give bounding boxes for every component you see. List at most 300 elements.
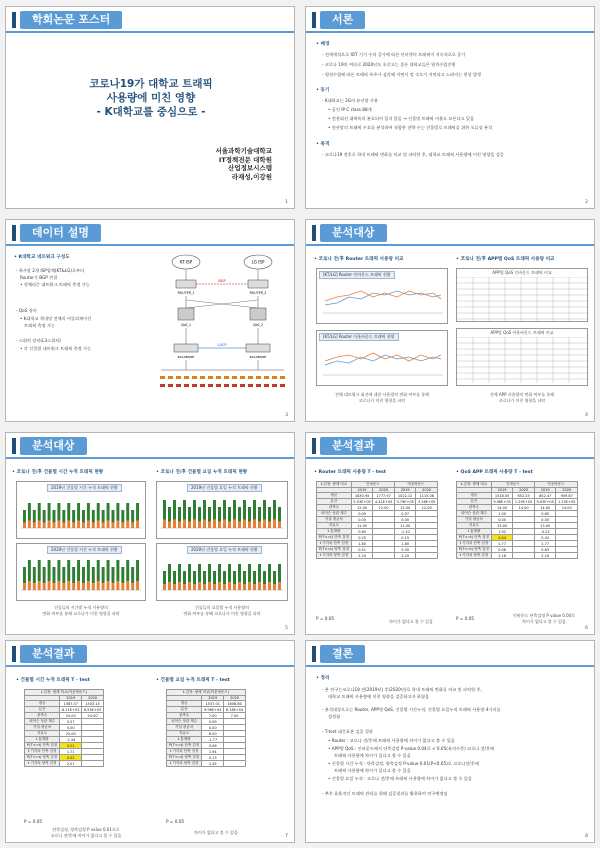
chart-bar [121,510,124,523]
chart-bar [72,583,75,590]
table-cell [513,553,535,559]
table-cell: 11.00 [394,523,416,529]
p-note: P = 0.05 [24,819,43,824]
chart-bar [136,581,139,590]
chart-bar [183,571,186,584]
chart-bar [173,500,176,520]
chart-bar [258,522,261,528]
bullet: - 코로나19 전후로 학내 트래픽 변화를 비교 및 파악한 후, 대학교 트래픽 사용량에 미친 영향을 검증 [322,152,504,157]
chart-bar [208,582,211,590]
table-cell: 1.94 [202,749,224,755]
chart-bar [53,510,56,523]
chart-bar [116,560,119,581]
chart-bar [121,523,124,528]
table-cell: P(T<=t) 양측 검정 [317,547,352,553]
table-cell: 2020 [82,696,104,701]
chart-bar [178,507,181,522]
chart-bar [183,520,186,528]
chart-bar [87,581,90,590]
bullet-switch: - 스위치 장비(L3스위치) [16,338,61,343]
chart-bar [198,507,201,522]
table-cell: 909.87 [556,493,578,499]
caption-hourly: 건물들의 시간별 누적 사용량의 변화 여부를 통해 코로나가 미친 영향을 파악 [42,605,120,616]
chart-bar [253,500,256,520]
table-cell: 자유도 [457,523,492,529]
table-cell: 1022.12 [394,493,416,499]
table-cell: 평균 [317,493,352,499]
table-cell: 아웃바운드 [534,482,577,488]
table-cell: 0.57 [394,511,416,517]
slide-title: 결론 [320,645,365,663]
table-cell: 0.00 [534,517,556,523]
chart-bar [102,567,105,583]
table-cell [556,553,578,559]
chart-bar [263,520,266,528]
chart-bar [62,523,65,528]
subtitle-qos: • 코로나 전/후 APP별 QoS 트래픽 사용량 비교 [456,257,555,262]
chart-bar [92,523,95,528]
bullet: • 전산망의 트래픽 수요를 분석하여 적합한 전략 수는 건물별로 트래픽을 위한 오류상 분석 [328,125,493,130]
chart-bar [193,571,196,584]
bullet: 트래픽 사용량에 차이가 있다고 볼 수 있음 [334,753,411,758]
chart-bar [23,583,26,590]
table-cell: 852.47 [534,493,556,499]
chart-bar [67,521,70,529]
section-purpose: • 목적 [316,142,330,147]
slide-8 [305,640,595,843]
chart-bar [82,523,85,528]
backbone-1-label: BACKBONE [177,355,195,359]
chart-bar [38,503,41,521]
chart-bar [263,500,266,520]
bullet: 트래픽 사용량에 차이가 있다고 볼 수 있음 [334,768,411,773]
chart-bar [258,507,261,522]
caption-router: 전체 네트워크 회선에 대한 사용량의 변화 여부를 통해 코로나가 미친 영향을 파악 [335,392,429,403]
table-cell: 1.23E+05 [556,499,578,505]
table-cell: 12.00 [351,505,373,511]
backbone-2-icon [246,344,270,352]
chart-bar [163,520,166,528]
table-cell: 14.00 [491,505,513,511]
bgp-label: BGP [218,279,226,283]
qos-inbound-table [456,268,588,322]
chart-bar [168,507,171,522]
table-cell: 2.45 [202,761,224,767]
chart-bar [238,564,241,582]
table-cell: 인바운드 [491,482,534,488]
table-cell: t 기각치 단측 검정 [457,541,492,547]
table-cell: 0.04 [491,535,513,541]
chart-bar [218,522,221,528]
bullet: • 각 건물별 네트워크 트래픽 측정 가능 [20,346,92,351]
bullet: 대학교 트래픽 사용량에 미친 영향을 검증하고자 하였음 [328,694,430,699]
slide-7 [5,640,295,843]
table-cell: 13.00 [491,523,513,529]
chart-bar [77,503,80,521]
table-cell: 0.00 [491,517,513,523]
table-cell: 분산 [167,707,202,713]
chart-bar [53,523,56,528]
chart-bar [278,564,281,582]
table-cell: t-검정: 쌍체 비교(아웃바운드) [167,690,246,696]
table-cell: 2020 [513,488,535,493]
chart-bar [131,523,134,528]
slide-header [6,220,294,244]
chart-bar [38,581,41,590]
chart-bar [173,584,176,590]
table-cell: 9.03E+05 [534,499,556,505]
table-cell: 관측수 [167,713,202,719]
lacp-label: LACP [217,343,227,347]
table-cell: 6.00 [202,731,224,737]
table-cell: 2019 [394,488,416,493]
table-cell: 1608.80 [224,701,246,707]
paper-title-line2: 사용량에 미친 영향 [106,92,196,104]
bullet: • K대학교 학내망 전체의 어플리케이션 [20,316,92,321]
slide-header [306,433,594,457]
chart-bar [233,500,236,520]
router-2-label: ROUTER_2 [249,291,267,295]
chart-bar [82,583,85,590]
chart-bar [57,560,60,581]
chart-title: 2019년 건물별 요일 누적 트래픽 현황 [187,484,262,492]
table-cell: 피어슨 상관 계수 [457,511,492,517]
table-row [457,553,578,559]
bullet-qos: - QoS 장비 [16,308,37,313]
table-cell: 분산 [457,499,492,505]
chart-bar [136,503,139,521]
chart-bar [193,584,196,590]
subtitle-qos-ttest: • QoS APP 트래픽 사용량 T - test [456,470,533,475]
caption-hourly-ttest: 단측검정, 양측검정 P value 0.01으로 코로나 전/후에 차이가 없다고 볼 수 있음 [50,827,122,838]
chart-bar [136,560,139,581]
table-cell: 평균 [167,701,202,707]
slide-title: 서론 [320,11,365,29]
table-cell: 0.69 [351,529,373,535]
table-cell: 1.77 [534,541,556,547]
chart-bar [223,520,226,528]
table-cell: 2019 [491,488,513,493]
table-cell: 2020 [373,488,395,493]
slide-title: 분석결과 [20,645,87,663]
table-cell: 1387.57 [60,701,82,707]
chart-bar [233,584,236,590]
chart-bar [188,522,191,528]
table-cell: 14.00 [556,505,578,511]
table-cell: P(T<=t) 단측 검정 [317,535,352,541]
caption-qos-ttest: 인바운드 단측검정 P value 0.04로 차이가 없다고 볼 수 있음 [512,613,576,624]
chart-bar [112,523,115,528]
chart-bar [72,523,75,528]
hourly-2019-chart [16,481,146,539]
chart-bar [107,560,110,581]
chart-bar [208,564,211,582]
table-cell: 2.07 [60,761,82,767]
chart-bar [168,582,171,590]
slide-3 [5,219,295,422]
router-outbound-chart [316,330,448,386]
chart-bar [263,571,266,584]
chart-bar [43,567,46,583]
chart-bar [268,564,271,582]
table-cell: 관측수 [317,505,352,511]
table-cell: t 기각치 단측 검정 [25,749,60,755]
slide-title: 분석결과 [320,437,387,455]
table-cell: 2019 [60,696,82,701]
p-note: P = 0.05 [456,616,475,621]
chart-bar [168,564,171,582]
table-cell: t 통계량 [457,529,492,535]
chart-bar [57,521,60,529]
chart-bar [223,584,226,590]
chart-bar [238,582,241,590]
slide-header [6,433,294,457]
table-cell: 2020 [224,696,246,701]
chart-bar [82,567,85,583]
router-2-icon [248,280,268,288]
slide-header [306,641,594,665]
table-cell: 14.00 [534,505,556,511]
table-cell: 1830.95 [351,493,373,499]
table-cell: -1.10 [394,529,416,535]
table-cell: 0.51 [351,547,373,553]
table-cell: 1.80 [394,541,416,547]
chart-bar [67,560,70,581]
backbone-2-label: BACKBONE [249,355,267,359]
chart-bar [198,522,201,528]
chart-bar [87,521,90,529]
table-cell: 12.00 [373,505,395,511]
bullet: - 추후 효율적인 트래픽 관리를 위해 검증결과를 활용하여 연구예정임 [322,791,448,796]
slide-header [6,7,294,31]
subtitle-hourly-ttest: • 건물별 시간 누적 트래픽 T - test [16,678,90,683]
chart-bar [228,507,231,522]
chart-bar [223,500,226,520]
chart-bar [278,522,281,528]
page-number: 4 [585,413,588,418]
chart-bar [48,581,51,590]
table-cell: 0.00 [394,517,416,523]
chart-bar [102,510,105,523]
bullet: - 분석대상으로는 Router, APP별 QoS, 건물별 시간누적, 건물별 요일누적 트래픽 사용량 4가지를 [322,707,501,712]
subtitle-weekday-ttest: • 건물별 요일 누적 트래픽 T - test [156,678,230,683]
chart-bar [253,584,256,590]
chart-title: [KT/LG] Router 인바운드 트래픽 현황 [319,271,395,279]
chart-bar [243,520,246,528]
chart-bar [23,510,26,523]
chart-bar [223,571,226,584]
table-row [167,761,246,767]
slide-title: 데이터 설명 [20,224,101,242]
chart-bar [87,503,90,521]
page-number: 7 [285,834,288,839]
paper-title-line3: - K대학교를 중심으로 - [96,106,206,118]
table-cell: P(T<=t) 단측 검정 [167,743,202,749]
chart-bar [23,567,26,583]
table-cell: 0.01 [60,743,82,749]
table-cell: 자유도 [25,731,60,737]
table-cell: -1.77 [202,737,224,743]
chart-title: [KT/LG] Router 아웃바운드 트래픽 현황 [319,333,399,341]
chart-bar [62,583,65,590]
chart-bar [77,581,80,590]
chart-bar [28,521,31,529]
table-cell: 피어슨 상관 계수 [317,511,352,517]
table-cell: 자유도 [317,523,352,529]
table-row [457,482,578,488]
chart-bar [263,584,266,590]
slide-header [306,220,594,244]
bullet: • 건물별 요일 누적 : 코로나 전/후에 트래픽 사용량에 차이가 없다고 볼 수 있음 [328,776,472,781]
chart-bar [248,507,251,522]
table-cell: 0.42 [534,535,556,541]
table-cell: 0.83 [534,547,556,553]
chart-bar [198,564,201,582]
chart-bar [278,582,281,590]
table-cell: 8.11E+03 [60,707,82,713]
chart-bar [72,510,75,523]
router-1-icon [176,280,196,288]
chart-bar [131,567,134,583]
chart-bar [107,581,110,590]
chart-bar [48,521,51,529]
table-cell: 0.25 [351,535,373,541]
chart-bar [273,584,276,590]
table-cell: 1.29E+05 [513,499,535,505]
chart-bar [121,583,124,590]
qos-2-label: QoS_2 [252,323,264,327]
chart-bar [57,581,60,590]
chart-bar [126,560,129,581]
chart-bar [193,520,196,528]
building-switch-icons [160,376,285,379]
table-cell: 1115.08 [416,493,438,499]
bullet: 설정함 [328,714,341,719]
chart-bar [268,507,271,522]
table-cell: t-검정: 쌍체 비교 [317,482,352,488]
table-cell: 0.65 [534,511,556,517]
table-cell: P(T<=t) 양측 검정 [25,755,60,761]
table-cell: 652.25 [513,493,535,499]
chart-bar [62,567,65,583]
table-cell: 12.00 [394,505,416,511]
chart-bar [218,507,221,522]
table-cell [224,761,246,767]
hourly-2020-chart [16,543,146,601]
bullet: - 원격수업에 따른 트래픽 폭주가 심각해 지면서 망 속도가 지연되고 느려지는 현상 발생 [322,72,482,77]
table-cell: 0.06 [202,743,224,749]
table-cell [373,553,395,559]
table-cell: 가설 평균차 [25,725,60,731]
table-cell: t 기각치 양측 검정 [317,553,352,559]
chart-bar [112,510,115,523]
table-cell: 3.26E+05 [416,499,438,505]
table-cell: 관측수 [25,713,60,719]
author-affiliation-1: 서울과학기술대학교 [215,147,272,155]
chart-bar [77,560,80,581]
table-cell: 가설 평균차 [457,517,492,523]
table-cell: 분산 [25,707,60,713]
table-cell: 6.55E+03 [82,707,104,713]
table-cell: 13.00 [534,523,556,529]
qos-2-icon [250,308,266,320]
weekday-2019-chart [156,481,288,539]
table-cell: t 통계량 [25,737,60,743]
table-cell: 0.00 [202,725,224,731]
table-cell: 피어슨 상관 계수 [167,719,202,725]
chart-bar [43,583,46,590]
chart-bar [218,564,221,582]
qos-ttest-table [456,481,578,559]
chart-bar [126,503,129,521]
bullet: - 코로나 19의 여파로 2020년도 초중고는 물론 대학교들은 원격수업진행 [322,62,456,67]
qos-1-icon [178,308,194,320]
table-cell: 1518.55 [491,493,513,499]
caption-router-ttest: 차이가 없다고 볼 수 있음 [389,619,433,624]
chart-bar [178,564,181,582]
slide-1 [5,6,295,209]
slide-title: 분석대상 [20,437,87,455]
chart-bar [121,567,124,583]
slide-header [6,641,294,665]
chart-bar [116,521,119,529]
table-cell: 2019 [202,696,224,701]
chart-bar [248,582,251,590]
caption-weekday-ttest: 차이가 없다고 볼 수 있음 [194,830,238,835]
table-cell: 5.53E+05 [351,499,373,505]
chart-title: 2019년 건물별 시간 누적 트래픽 현황 [47,484,122,492]
bullet: - 전세계적으로 IOT 기기 수의 증가에 따른 인터넷의 트래픽이 지속적으로 증가 [322,52,466,57]
slide-5 [5,432,295,635]
chart-bar [233,571,236,584]
chart-bar [228,564,231,582]
table-cell: 2020 [416,488,438,493]
table-cell: 2020 [556,488,578,493]
chart-bar [67,503,70,521]
table-title: APP별 QoS 인바운드 트래픽 비교 [492,270,552,275]
chart-bar [163,500,166,520]
kt-label: KT ISP [179,259,193,265]
chart-bar [238,507,241,522]
table-cell: 1.92 [491,529,513,535]
chart-bar [208,507,211,522]
chart-bar [258,564,261,582]
chart-bar [53,583,56,590]
chart-bar [126,521,129,529]
chart-bar [33,567,36,583]
table-row [317,553,438,559]
table-cell: 2.16 [534,553,556,559]
section-summary: • 정리 [316,676,330,681]
table-cell: t 기각치 양측 검정 [457,553,492,559]
table-cell: 4.41E+05 [373,499,395,505]
chart-bar [38,521,41,529]
chart-bar [102,523,105,528]
chart-bar [268,582,271,590]
bullet: • 전용회선 대역폭의 분포되어 있지 않음 → 건물별 트래픽 비율도 모른다고 있음 [328,116,475,121]
chart-bar [243,571,246,584]
table-cell: 24.00 [60,713,82,719]
chart-bar [28,503,31,521]
table-cell: 0.57 [60,719,82,725]
chart-bar [116,503,119,521]
caption-qos: 전체 APP 사용량의 변화 여부를 통해 코로나가 미친 영향을 파악 [489,392,555,403]
chart-bar [193,500,196,520]
chart-bar [131,510,134,523]
chart-bar [233,520,236,528]
chart-bar [38,560,41,581]
chart-bar [243,500,246,520]
